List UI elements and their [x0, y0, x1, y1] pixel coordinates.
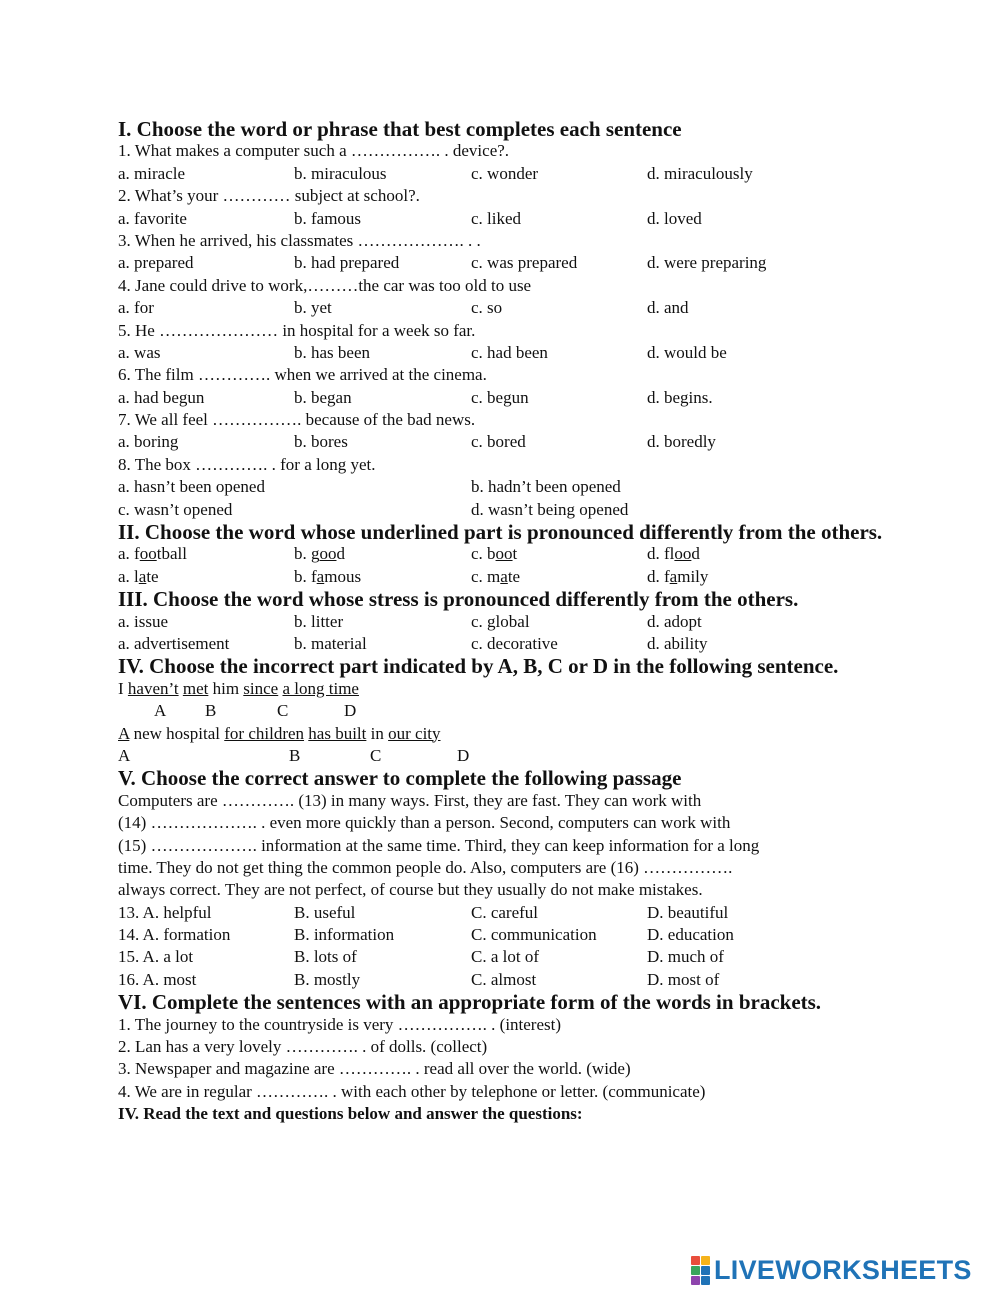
letter-b: B — [289, 745, 301, 765]
option-d: d. loved — [647, 208, 702, 228]
option-c: c. had been — [471, 342, 548, 362]
option-d: d. begins. — [647, 387, 713, 407]
option-b: B. mostly — [294, 969, 361, 989]
question-8-options-row1 — [118, 476, 978, 498]
option-c: C. almost — [471, 969, 537, 989]
option-d: d. adopt — [647, 611, 702, 631]
word-form-item: 2. Lan has a very lovely …………. . of dolls. (collect) — [118, 1037, 488, 1057]
letter-c: C — [277, 701, 289, 721]
question-4-options — [118, 297, 978, 319]
word-form-item: 4. We are in regular …………. . with each other by telephone or letter. (communicate) — [118, 1081, 706, 1101]
option-b: b. material — [294, 633, 367, 653]
option-b: B. lots of — [294, 947, 357, 967]
logo-text: LIVEWORKSHEETS — [714, 1254, 972, 1285]
option-b: b. bores — [294, 432, 348, 452]
option-c: c. global — [471, 611, 530, 631]
question-7: 7. We all feel ……………. because of the bad news. — [118, 410, 476, 430]
question-16-options — [118, 969, 978, 991]
question-8-options-row2 — [118, 499, 978, 521]
section-5-title: V. Choose the correct answer to complete the following passage — [118, 766, 682, 791]
liveworksheets-logo — [691, 1250, 972, 1290]
option-a: a. late — [118, 566, 159, 586]
passage-line: (15) ………………. information at the same time. Third, they can keep information for a long — [118, 835, 760, 855]
letter-c: C — [370, 745, 382, 765]
option-a: 13. A. helpful — [118, 902, 212, 922]
option-a: 15. A. a lot — [118, 947, 194, 967]
question-3-options — [118, 252, 978, 274]
option-c: c. so — [471, 298, 503, 318]
option-a: a. favorite — [118, 208, 187, 228]
option-c: c. was prepared — [471, 253, 578, 273]
pronunciation-row-2 — [118, 566, 978, 588]
question-1-options — [118, 163, 978, 185]
letter-b: B — [205, 701, 217, 721]
question-5: 5. He ………………… in hospital for a week so far. — [118, 320, 476, 340]
option-c: c. wonder — [471, 163, 539, 183]
question-8: 8. The box …………. . for a long yet. — [118, 454, 376, 474]
error-sentence-2-letters — [118, 745, 978, 767]
question-1: 1. What makes a computer such a ……………. . device?. — [118, 141, 510, 161]
option-d: d. would be — [647, 342, 727, 362]
option-c: c. wasn’t opened — [118, 499, 233, 519]
error-sentence-1-letters — [118, 700, 978, 722]
section-6-title: VI. Complete the sentences with an appropriate form of the words in brackets. — [118, 990, 822, 1015]
question-3: 3. When he arrived, his classmates ………………. . . — [118, 230, 481, 250]
option-c: C. careful — [471, 902, 539, 922]
error-sentence-1: I haven’t met him since a long time — [118, 678, 359, 698]
option-d: d. flood — [647, 544, 700, 564]
error-sentence-2: A new hospital for children has built in our city — [118, 723, 441, 743]
option-b: b. yet — [294, 298, 332, 318]
letter-a: A — [154, 701, 167, 721]
option-a: 14. A. formation — [118, 925, 231, 945]
passage-line: (14) ………………. . even more quickly than a person. Second, computers can work with — [118, 813, 731, 833]
question-14-options — [118, 924, 978, 946]
question-6: 6. The film …………. when we arrived at the cinema. — [118, 365, 487, 385]
option-a: a. miracle — [118, 163, 186, 183]
question-5-options — [118, 342, 978, 364]
question-15-options — [118, 946, 978, 968]
option-d: D. most of — [647, 969, 720, 989]
option-a: a. prepared — [118, 253, 194, 273]
option-b: b. has been — [294, 342, 371, 362]
question-7-options — [118, 431, 978, 453]
logo-blocks-icon — [691, 1256, 711, 1284]
section-4-title: IV. Choose the incorrect part indicated by A, B, C or D in the following sentence. — [118, 654, 839, 679]
question-2: 2. What’s your ………… subject at school?. — [118, 186, 420, 206]
question-13-options — [118, 902, 978, 924]
option-d: d. ability — [647, 633, 708, 653]
option-b: b. miraculous — [294, 163, 387, 183]
option-b: b. began — [294, 387, 352, 407]
letter-d: D — [344, 701, 357, 721]
passage-line: time. They do not get thing the common people do. Also, computers are (16) ……………. — [118, 857, 733, 877]
stress-row-1 — [118, 611, 978, 633]
option-a: a. had begun — [118, 387, 205, 407]
option-a: 16. A. most — [118, 969, 197, 989]
stress-row-2 — [118, 633, 978, 655]
option-d: D. education — [647, 925, 734, 945]
option-a: a. issue — [118, 611, 169, 631]
question-2-options — [118, 208, 978, 230]
option-d: d. were preparing — [647, 253, 767, 273]
option-d: D. much of — [647, 947, 724, 967]
pronunciation-row-1 — [118, 543, 978, 565]
section-1-title: I. Choose the word or phrase that best completes each sentence — [118, 117, 682, 141]
letter-d: D — [457, 745, 470, 765]
option-d: d. family — [647, 566, 709, 586]
question-4: 4. Jane could drive to work,………the car was too old to use — [118, 275, 532, 295]
option-a: a. for — [118, 298, 154, 318]
worksheet — [118, 118, 978, 1126]
option-b: b. famous — [294, 566, 362, 586]
letter-a: A — [118, 745, 131, 765]
section-2-title: II. Choose the word whose underlined part is pronounced differently from the others. — [118, 520, 883, 545]
option-c: c. begun — [471, 387, 529, 407]
option-a: a. boring — [118, 432, 179, 452]
option-c: c. decorative — [471, 633, 558, 653]
option-a: a. was — [118, 342, 161, 362]
passage-line: Computers are …………. (13) in many ways. First, they are fast. They can work with — [118, 790, 702, 810]
option-c: c. mate — [471, 566, 521, 586]
option-c: c. bored — [471, 432, 526, 452]
option-a: a. hasn’t been opened — [118, 477, 265, 497]
option-b: b. famous — [294, 208, 362, 228]
option-d: d. boredly — [647, 432, 716, 452]
option-a: a. football — [118, 544, 187, 564]
option-b: b. had prepared — [294, 253, 400, 273]
option-b: B. information — [294, 925, 395, 945]
passage-line: always correct. They are not perfect, of course but they usually do not make mistakes. — [118, 880, 703, 900]
option-c: C. communication — [471, 925, 597, 945]
option-a: a. advertisement — [118, 633, 230, 653]
option-d: d. wasn’t being opened — [471, 499, 629, 519]
word-form-item: 1. The journey to the countryside is very ……………. . (interest) — [118, 1014, 562, 1034]
option-b: B. useful — [294, 902, 356, 922]
question-6-options — [118, 387, 978, 409]
option-d: d. and — [647, 298, 689, 318]
option-b: b. hadn’t been opened — [471, 477, 621, 497]
option-d: d. miraculously — [647, 163, 753, 183]
section-3-title: III. Choose the word whose stress is pronounced differently from the others. — [118, 587, 799, 612]
word-form-item: 3. Newspaper and magazine are …………. . read all over the world. (wide) — [118, 1059, 631, 1079]
option-c: c. boot — [471, 544, 518, 564]
option-b: b. good — [294, 544, 345, 564]
section-7-title: IV. Read the text and questions below and answer the questions: — [118, 1104, 583, 1124]
option-b: b. litter — [294, 611, 344, 631]
option-c: C. a lot of — [471, 947, 539, 967]
option-c: c. liked — [471, 208, 522, 228]
option-d: D. beautiful — [647, 902, 729, 922]
